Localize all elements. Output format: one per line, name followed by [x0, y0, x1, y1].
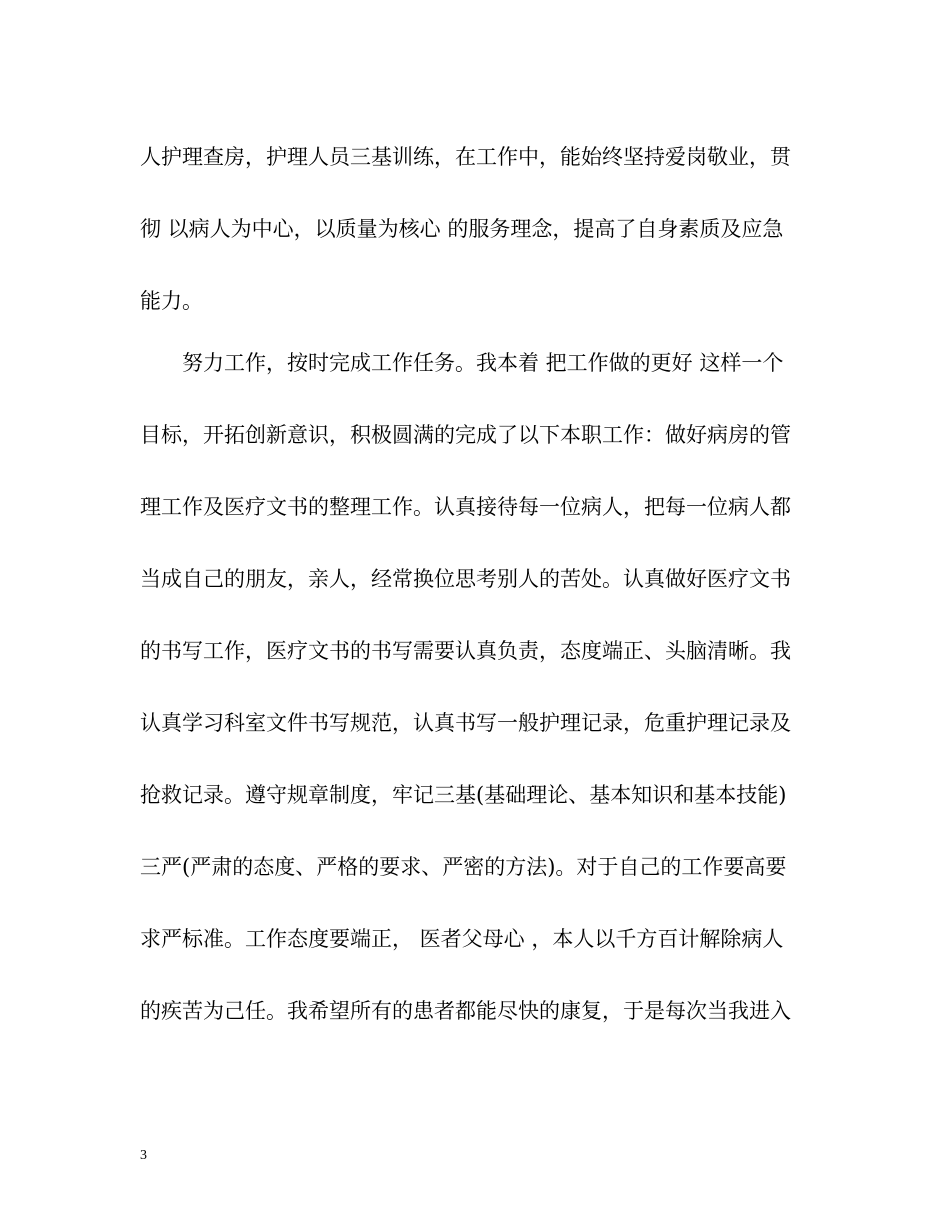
page-number: 3 [140, 1148, 147, 1163]
text-line-12: 求严标准。工作态度要端正， 医者父母心 ，本人以千方百计解除病人 [140, 927, 784, 951]
text-line-2: 彻 以病人为中心，以质量为核心 的服务理念，提高了自身素质及应急 [140, 217, 784, 241]
text-line-6: 理工作及医疗文书的整理工作。认真接待每一位病人，把每一位病人都 [140, 495, 791, 519]
text-line-11: 三严(严肃的态度、严格的要求、严密的方法)。对于自己的工作要高要 [140, 855, 787, 879]
text-line-9: 认真学习科室文件书写规范，认真书写一般护理记录，危重护理记录及 [140, 711, 791, 735]
text-line-13: 的疾苦为己任。我希望所有的患者都能尽快的康复，于是每次当我进入 [140, 999, 791, 1023]
text-line-5: 目标，开拓创新意识，积极圆满的完成了以下本职工作：做好病房的管 [140, 423, 791, 447]
text-line-7: 当成自己的朋友，亲人，经常换位思考别人的苦处。认真做好医疗文书 [140, 567, 791, 591]
text-line-8: 的书写工作，医疗文书的书写需要认真负责，态度端正、头脑清晰。我 [140, 639, 791, 663]
text-line-1: 人护理查房，护理人员三基训练，在工作中，能始终坚持爱岗敬业，贯 [140, 145, 791, 169]
text-line-4: 努力工作，按时完成工作任务。我本着 把工作做的更好 这样一个 [140, 351, 784, 375]
text-line-10: 抢救记录。遵守规章制度，牢记三基(基础理论、基本知识和基本技能) [140, 783, 787, 807]
text-line-3: 能力。 [140, 289, 203, 313]
